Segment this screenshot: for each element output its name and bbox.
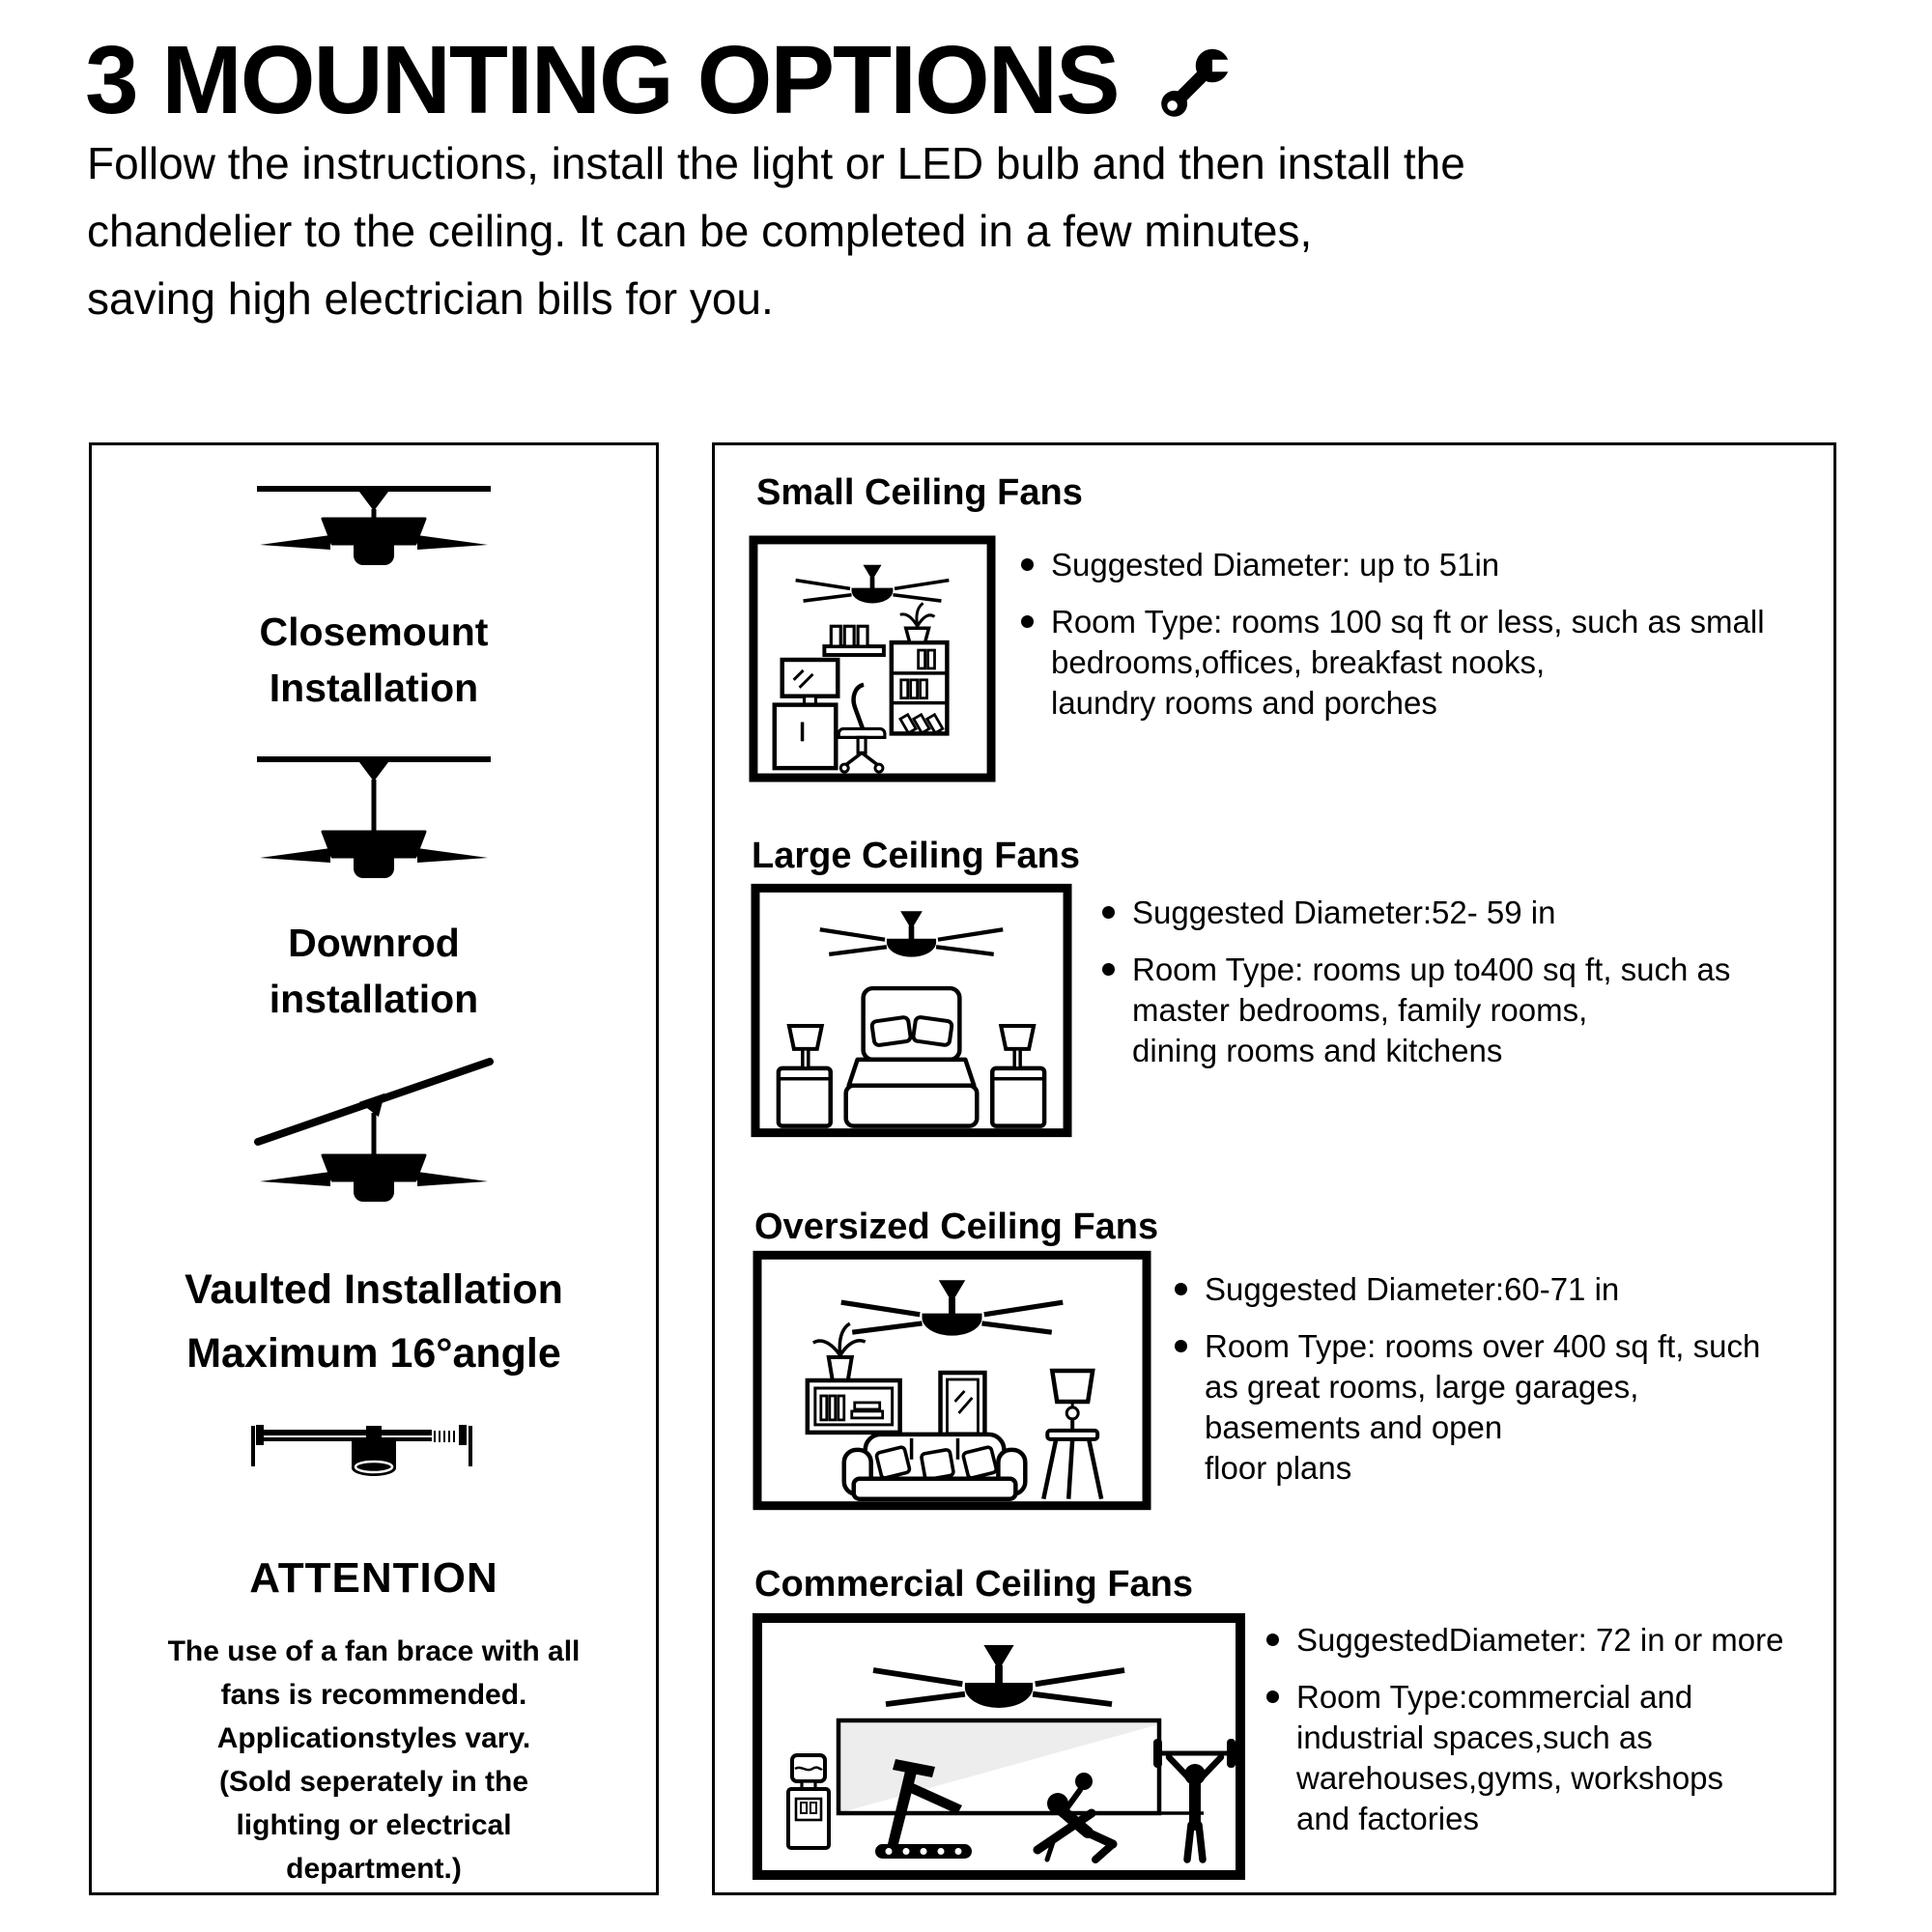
bullet-line: Room Type: rooms up to400 sq ft, such as (1132, 952, 1731, 987)
option-label-line: Maximum 16°angle (186, 1330, 561, 1377)
bullet-dot (1266, 1634, 1279, 1646)
bullet-dot (1102, 963, 1115, 976)
section-heading-large: Large Ceiling Fans (752, 836, 1080, 876)
bullet-dot (1266, 1690, 1279, 1703)
section-heading-oversized: Oversized Ceiling Fans (754, 1207, 1159, 1247)
closemount-label (92, 604, 656, 716)
downrod-label (92, 915, 656, 1027)
section-bullets-small (1021, 545, 1833, 724)
office-room-illustration (748, 534, 997, 783)
bullet-item (1102, 950, 1836, 1071)
closemount-fan-icon (253, 486, 495, 567)
fan-size-guide-panel (712, 442, 1836, 1895)
bullet-line: master bedrooms, family rooms, (1132, 992, 1588, 1028)
section-heading-small: Small Ceiling Fans (756, 472, 1083, 513)
mounting-options-panel (89, 442, 659, 1895)
bullet-line: warehouses,gyms, workshops (1296, 1760, 1724, 1796)
bullet-item (1021, 602, 1833, 724)
attention-line: lighting or electrical (236, 1809, 512, 1841)
attention-line: fans is recommended. (220, 1679, 527, 1711)
bullet-line: floor plans (1205, 1450, 1352, 1486)
bedroom-illustration (750, 882, 1073, 1139)
bullet-dot (1175, 1283, 1187, 1295)
bullet-line: laundry rooms and porches (1051, 685, 1437, 721)
bullet-item (1102, 893, 1836, 933)
intro-line: chandelier to the ceiling. It can be completed in a few minutes, (87, 206, 1313, 256)
bullet-line: Suggested Diameter:52- 59 in (1132, 895, 1556, 930)
bullet-line: SuggestedDiameter: 72 in or more (1296, 1622, 1784, 1658)
page-title: 3 MOUNTING OPTIONS (85, 26, 1119, 134)
attention-line: Applicationstyles vary. (216, 1722, 531, 1754)
section-heading-commercial: Commercial Ceiling Fans (754, 1564, 1194, 1605)
bullet-item (1266, 1677, 1846, 1839)
bullet-line: dining rooms and kitchens (1132, 1033, 1503, 1068)
bullet-dot (1021, 615, 1034, 628)
attention-body (92, 1630, 656, 1890)
option-label-line: Closemount (259, 610, 489, 654)
section-bullets-oversized (1175, 1269, 1841, 1489)
option-label-line: Downrod (288, 921, 460, 965)
attention-line: (Sold seperately in the (218, 1766, 529, 1798)
bullet-line: bedrooms,offices, breakfast nooks, (1051, 644, 1546, 680)
bullet-item (1175, 1326, 1841, 1489)
bullet-line: Suggested Diameter: up to 51in (1051, 547, 1500, 582)
bullet-line: Room Type: rooms over 400 sq ft, such (1205, 1328, 1761, 1364)
fan-brace-icon (248, 1424, 499, 1490)
bullet-line: industrial spaces,such as (1296, 1719, 1653, 1755)
attention-line: department.) (286, 1853, 462, 1885)
bullet-item (1175, 1269, 1841, 1310)
bullet-dot (1175, 1340, 1187, 1352)
page-header (85, 25, 1240, 136)
option-label-line: Vaulted Installation (185, 1266, 563, 1313)
section-bullets-large (1102, 893, 1836, 1071)
bullet-line: as great rooms, large garages, (1205, 1369, 1639, 1405)
gym-illustration (752, 1612, 1246, 1881)
attention-line: The use of a fan brace with all (167, 1635, 581, 1667)
vaulted-label (92, 1258, 656, 1385)
bullet-item (1021, 545, 1833, 585)
bullet-dot (1102, 906, 1115, 919)
bullet-line: basements and open (1205, 1409, 1503, 1445)
bullet-line: and factories (1296, 1801, 1479, 1836)
bullet-line: Suggested Diameter:60-71 in (1205, 1271, 1620, 1307)
section-bullets-commercial (1266, 1620, 1846, 1839)
bullet-line: Room Type: rooms 100 sq ft or less, such as small (1051, 604, 1765, 639)
bullet-dot (1021, 558, 1034, 571)
intro-line: Follow the instructions, install the light or LED bulb and then install the (87, 138, 1465, 188)
wrench-icon (1148, 38, 1240, 130)
intro-line: saving high electrician bills for you. (87, 273, 774, 324)
option-label-line: Installation (269, 666, 479, 710)
living-room-illustration (752, 1249, 1152, 1512)
intro-paragraph (87, 129, 1465, 332)
option-label-line: installation (269, 977, 479, 1021)
downrod-fan-icon (253, 756, 495, 880)
bullet-line: Room Type:commercial and (1296, 1679, 1693, 1715)
vaulted-fan-icon (253, 1057, 495, 1250)
bullet-item (1266, 1620, 1846, 1661)
attention-heading: ATTENTION (249, 1554, 498, 1602)
